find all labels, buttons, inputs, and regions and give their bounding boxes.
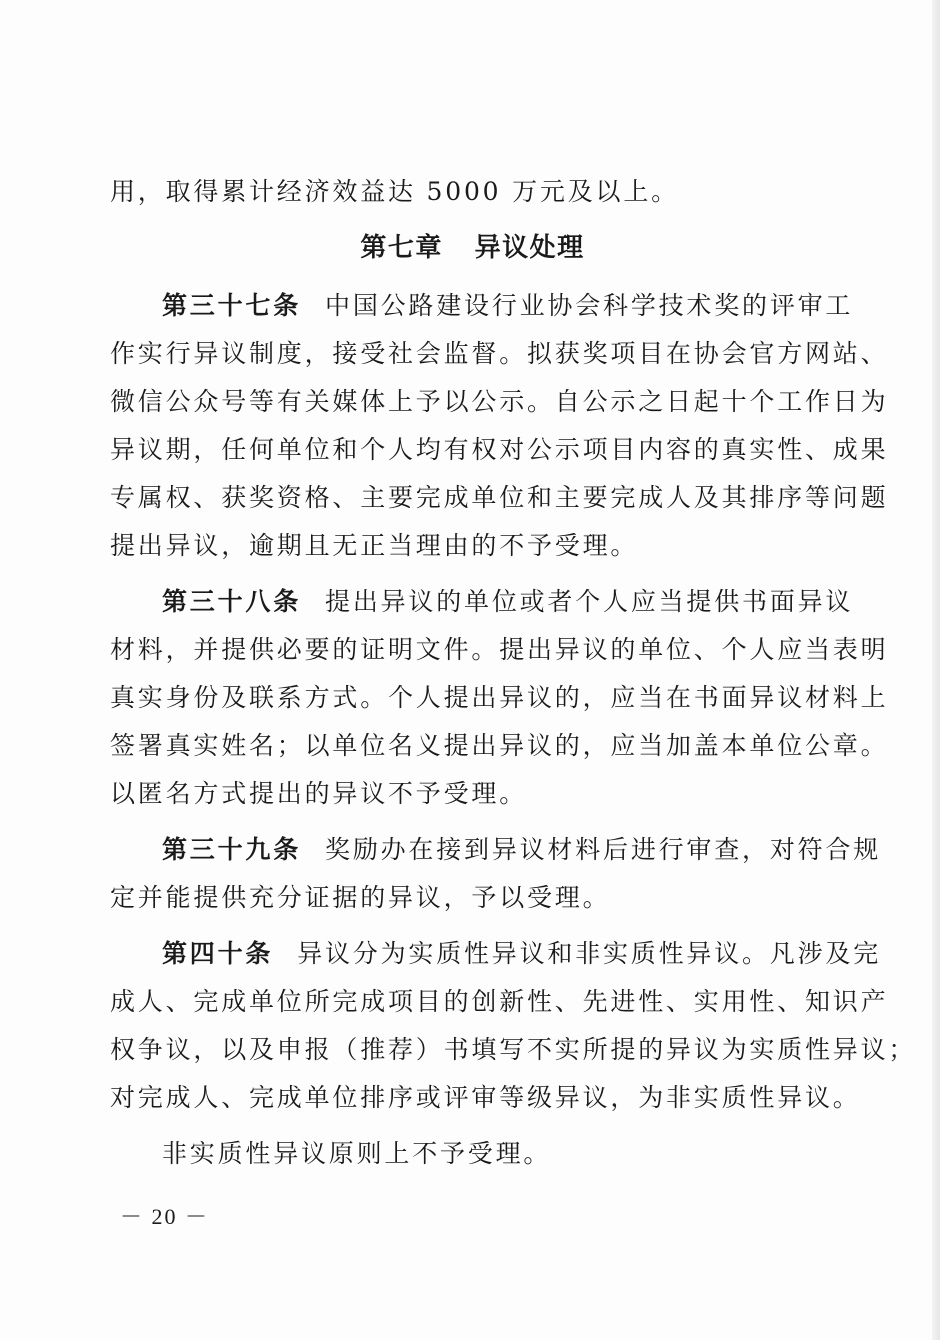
article-text: 异议分为实质性异议和非实质性异议。凡涉及完 xyxy=(297,939,882,968)
page-edge-shadow xyxy=(932,0,940,1340)
intro-line: 用，取得累计经济效益达 5000 万元及以上。 xyxy=(110,177,679,206)
article-text: 异议期，任何单位和个人均有权对公示项目内容的真实性、成果 xyxy=(110,435,889,464)
article-text: 微信公众号等有关媒体上予以公示。自公示之日起十个工作日为 xyxy=(110,387,889,416)
chapter-title: 第七章 异议处理 xyxy=(360,233,585,263)
article-text: 成人、完成单位所完成项目的创新性、先进性、实用性、知识产 xyxy=(110,987,889,1016)
article-text: 权争议，以及申报（推荐）书填写不实所提的异议为实质性异议； xyxy=(110,1035,917,1064)
closing-text: 非实质性异议原则上不予受理。 xyxy=(162,1139,552,1168)
page-number: － 20 － xyxy=(120,1204,210,1229)
article-label: 第三十九条 xyxy=(162,835,302,864)
article-39 xyxy=(110,826,882,922)
article-40 xyxy=(110,930,917,1122)
article-text: 签署真实姓名；以单位名义提出异议的，应当加盖本单位公章。 xyxy=(110,731,889,760)
closing-paragraph xyxy=(110,1130,835,1178)
article-text: 材料，并提供必要的证明文件。提出异议的单位、个人应当表明 xyxy=(110,635,889,664)
article-label: 第四十条 xyxy=(162,939,274,968)
article-text: 中国公路建设行业协会科学技术奖的评审工 xyxy=(325,291,854,320)
article-text: 提出异议的单位或者个人应当提供书面异议 xyxy=(325,587,854,616)
article-38 xyxy=(110,578,889,818)
article-label: 第三十七条 xyxy=(162,291,302,320)
article-text: 专属权、获奖资格、主要完成单位和主要完成人及其排序等问题 xyxy=(110,483,889,512)
article-text: 作实行异议制度，接受社会监督。拟获奖项目在协会官方网站、 xyxy=(110,339,889,368)
article-text: 奖励办在接到异议材料后进行审查，对符合规 xyxy=(325,835,882,864)
article-text: 真实身份及联系方式。个人提出异议的，应当在书面异议材料上 xyxy=(110,683,889,712)
article-text: 提出异议，逾期且无正当理由的不予受理。 xyxy=(110,531,639,560)
article-label: 第三十八条 xyxy=(162,587,302,616)
article-37 xyxy=(110,282,889,570)
article-text: 对完成人、完成单位排序或评审等级异议，为非实质性异议。 xyxy=(110,1083,861,1112)
article-text: 以匿名方式提出的异议不予受理。 xyxy=(110,779,528,808)
document-body xyxy=(110,168,917,1186)
article-text: 定并能提供充分证据的异议，予以受理。 xyxy=(110,883,611,912)
